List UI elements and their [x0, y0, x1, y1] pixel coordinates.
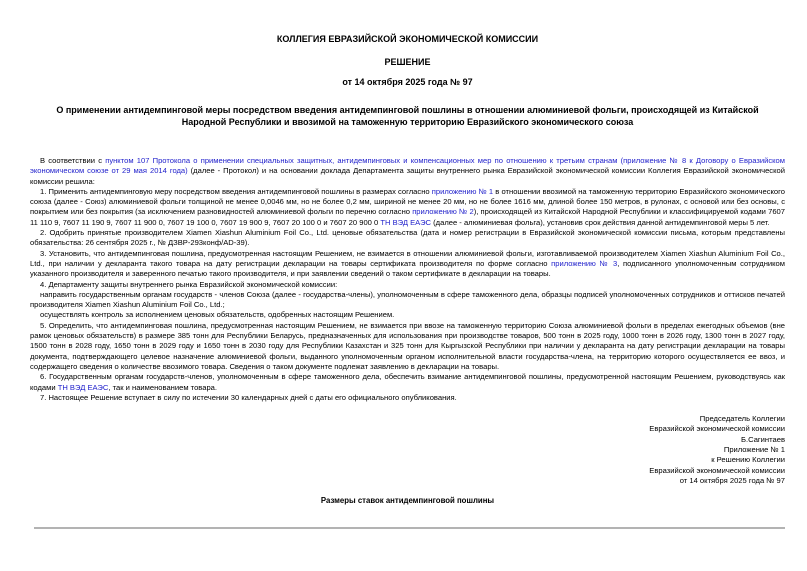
appendix-ref-line-1: Приложение № 1: [723, 445, 785, 455]
signature-position-line-2: Евразийской экономической комиссии: [649, 424, 785, 434]
link-protocol-point-107[interactable]: пунктом 107 Протокола о применении специальных защитных, антидемпинговых и компенсационных мер по отношению к третьим странам (приложение № 8 к Договору о Евразийском экономическом союзе от 29 мая 2014 года): [30, 156, 785, 176]
paragraph-1-text-2: в отношении ввозимой на таможенную территорию Евразийского экономического союза (далее - Союз) алюминиевой фольги толщиной не менее 0,0046 мм, но не более 0,2 мм, шириной не менее 20 мм, но не более 1616 мм, длиной более 150 метров, в рулонах, с основой или без основы, с покрытием или без покрытия (за исключением разновидностей алюминиевой фольги по перечню согласно: [30, 186, 785, 217]
link-appendix-3[interactable]: приложению № 3: [551, 258, 618, 268]
link-tn-ved-eaes-1[interactable]: ТН ВЭД ЕАЭС: [380, 217, 432, 227]
paragraph-4-sub-2: осуществлять контроль за исполнением ценовых обязательств, одобренных настоящим Решением.: [40, 310, 395, 320]
paragraph-1-text-3: ), происходящей из Китайской Народной Республики и классифицируемой кодами 7607 11 110 9, 7607 11 190 9, 7607 11 900 0, 7607 19 100 0, 7607 19 900 9, 7607 20 100 0 и 7607 20 900 0: [30, 207, 785, 227]
paragraph-4-sub-1: направить государственным органам государств - членов Союза (далее - государства-члены), уполномоченным в сфере таможенного дела, образцы подписей уполномоченных сотрудников и оттисков печатей производителя Xiamen Xiashun Aluminium Foil Co., Ltd.;: [30, 289, 785, 310]
paragraph-1-text-1: 1. Применить антидемпинговую меру посредством введения антидемпинговой пошлины в размерах согласно: [40, 186, 432, 196]
paragraph-6: [30, 372, 785, 393]
document-type: РЕШЕНИЕ: [384, 57, 431, 67]
link-appendix-1[interactable]: приложению № 1: [431, 186, 494, 196]
appendix-ref-line-4: от 14 октября 2025 года № 97: [679, 475, 785, 485]
paragraph-7: 7. Настоящее Решение вступает в силу по истечении 30 календарных дней с даты его официального опубликования.: [40, 392, 457, 402]
paragraph-5: 5. Определить, что антидемпинговая пошлина, предусмотренная настоящим Решением, не взимается при ввозе на таможенную территорию Союза алюминиевой фольги в пределах ежегодных объемов (вне рамок ценовых обязательств) в размере 385 тонн для Республики Беларусь, предназначенных для использования при производстве товаров, 500 тонн в 2025 году, 1000 тонн в 2026 году, 1300 тонн в 2027 году, 1500 тонн в 2028 году, 1650 тонн в 2029 году и 1650 тонн в 2030 году для Республики Казахстан и 325 тонн для Кыргызской Республики при наличии у декларанта на дату регистрации декларации на товары документа, подтверждающего целевое назначение алюминиевой фольги, выданного уполномоченным органом исполнительной власти государства-члена, на территорию которого осуществляется ее ввоз, и содержащего сведения о количестве ввозимого товара. Сведения о таком документе подлежат заявлению в декларации на товары.: [30, 320, 785, 371]
paragraph-3-text-2: , подписанного уполномоченным сотрудником указанного производителя и заверенного печатью такого производителя, и при заявлении сведений о таком сертификате в декларации на товары.: [30, 258, 785, 279]
paragraph-3: [30, 249, 785, 280]
paragraph-1: [30, 187, 785, 228]
preamble-text-2: (далее - Протокол) и на основании доклада Департамента защиты внутреннего рынка Евразийской экономической комиссии Коллегия Евразийской экономической комиссии решила:: [30, 166, 785, 186]
document-title: О применении антидемпинговой меры посредством введения антидемпинговой пошлины в отношении алюминиевой фольги, происходящей из Китайской Народной Республики и ввозимой на таможенную территорию Евразийского экономического союза: [56, 105, 759, 127]
paragraph-3-text-1: 3. Установить, что антидемпинговая пошлина, предусмотренная настоящим Решением, не взимается в отношении алюминиевой фольги, изготавливаемой производителем Xiamen Xiashun Aluminium Foil Co., Ltd., при наличии у декларанта такого товара на дату регистрации декларации на товары сертификата производителя по форме согласно: [30, 248, 785, 268]
link-appendix-2[interactable]: приложению № 2: [412, 207, 474, 217]
signatory-name: Б.Сагинтаев: [741, 434, 785, 444]
paragraph-6-text-1: 6. Государственным органам государств-членов, уполномоченным в сфере таможенного дела, обеспечить взимание антидемпинговой пошлины, предусмотренной настоящим Решением, руководствуясь как кодами: [30, 372, 785, 392]
document-body: [30, 156, 785, 403]
document-date-number: от 14 октября 2025 года № 97: [342, 77, 473, 87]
paragraph-4: 4. Департаменту защиты внутреннего рынка Евразийской экономической комиссии:: [40, 279, 338, 289]
signature-block: [30, 414, 785, 486]
appendix-ref-line-2: к Решению Коллегии: [711, 455, 785, 465]
link-tn-ved-eaes-2[interactable]: ТН ВЭД ЕАЭС: [57, 382, 109, 392]
issuing-body: КОЛЛЕГИЯ ЕВРАЗИЙСКОЙ ЭКОНОМИЧЕСКОЙ КОМИССИИ: [276, 34, 539, 44]
appendix-ref-line-3: Евразийской экономической комиссии: [649, 465, 785, 475]
preamble-text-1: В соответствии с: [40, 156, 106, 165]
appendix-title: Размеры ставок антидемпинговой пошлины: [320, 496, 495, 506]
horizontal-divider: [34, 527, 785, 529]
paragraph-1-text-4: (далее - алюминиевая фольга), установив срок действия данной антидемпинговой меры 5 лет.: [431, 217, 770, 227]
paragraph-2: 2. Одобрить принятые производителем Xiamen Xiashun Aluminium Foil Co., Ltd. ценовые обязательства (дата и номер регистрации в Евразийской экономической комиссии письма, которым представлены обязательства: 26 сентября 2025 г., № ДЗВР-293конф/AD-39).: [30, 228, 785, 248]
preamble-paragraph: [30, 156, 785, 187]
signature-position-line-1: Председатель Коллегии: [699, 414, 785, 424]
paragraph-6-text-2: , так и наименованием товара.: [108, 382, 218, 392]
